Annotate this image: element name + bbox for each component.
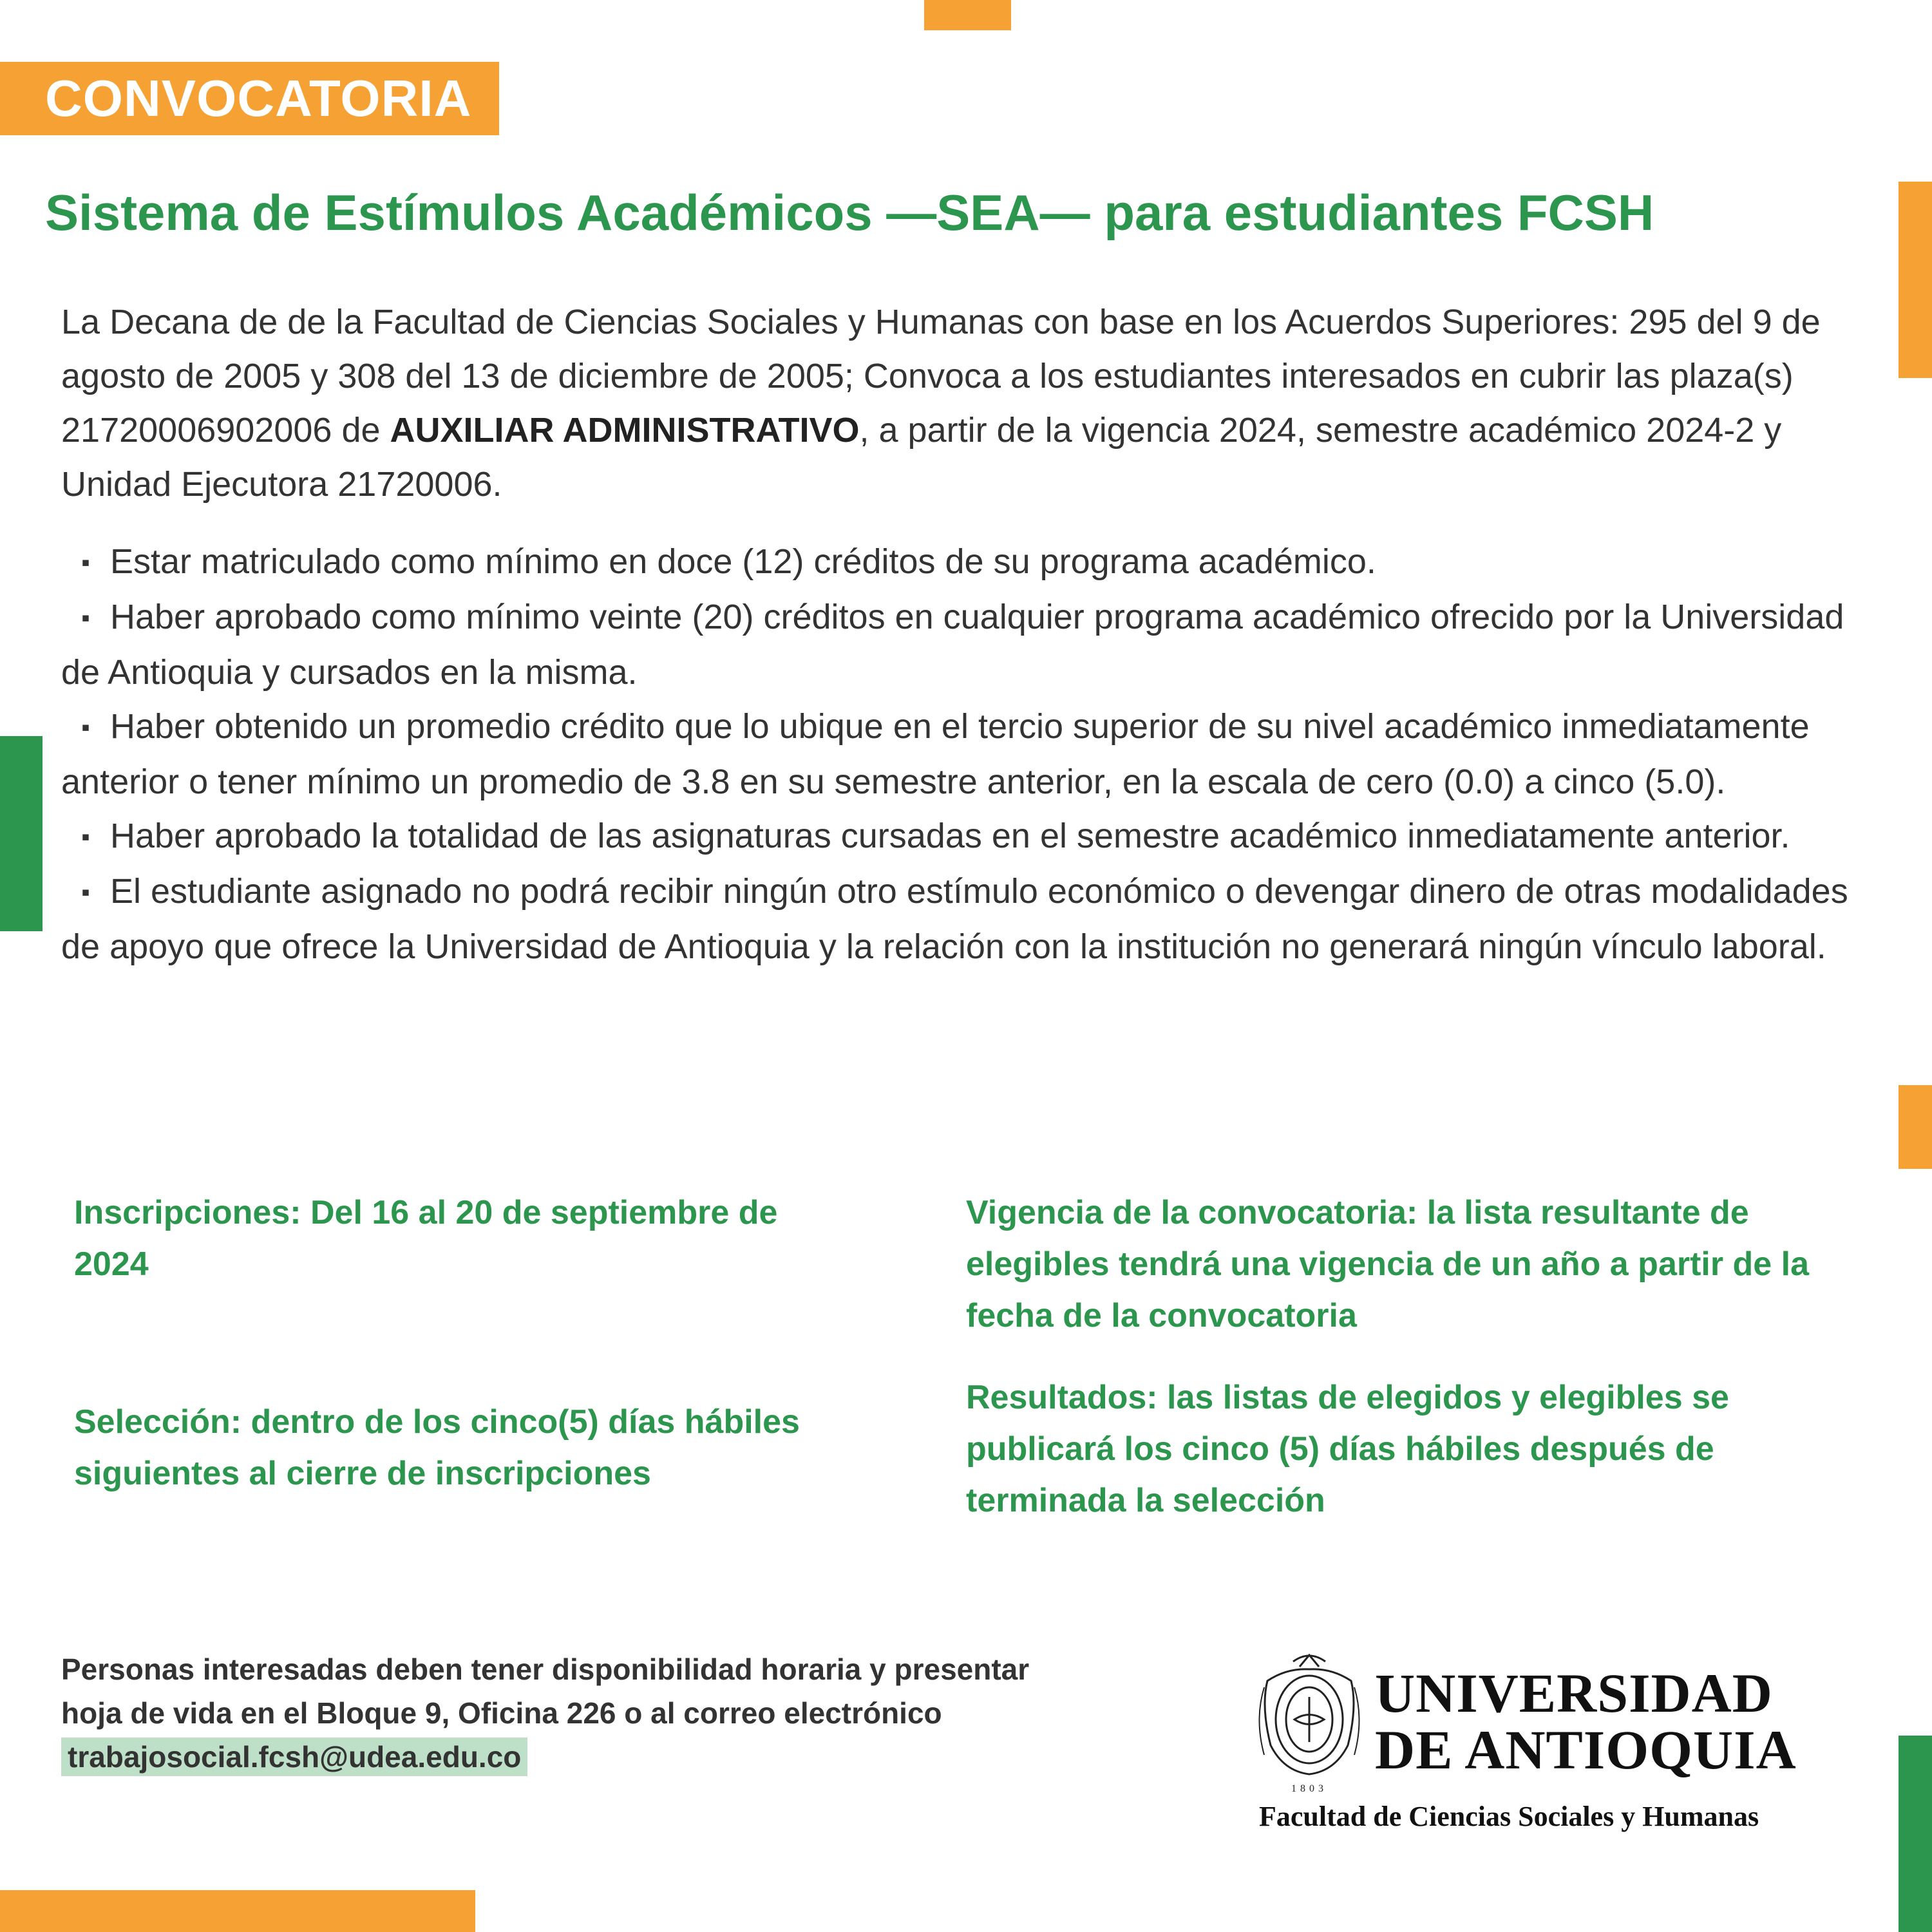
email-link[interactable]: trabajosocial.fcsh@udea.edu.co (61, 1738, 527, 1776)
top-accent-bar (924, 0, 1011, 30)
bullet-square-icon: ▪ (81, 605, 90, 632)
bottom-accent-bar (0, 1890, 475, 1932)
right-accent-bar-middle (1899, 1085, 1932, 1169)
intro-text-end: , a partir de la vigencia 2024, semestre académico 2024-2 y Unidad Ejecutora 21720006. (61, 411, 1782, 504)
page-title: Sistema de Estímulos Académicos —SEA— para estudiantes FCSH (45, 184, 1654, 241)
university-name-line1: UNIVERSIDAD (1375, 1662, 1773, 1724)
bullet-square-icon: ▪ (81, 714, 90, 741)
list-item (61, 535, 1890, 590)
seleccion-info: Selección: dentro de los cinco(5) días hábiles siguientes al cierre de inscripciones (74, 1403, 800, 1492)
inscripciones-info: Inscripciones: Del 16 al 20 de septiembre de 2024 (74, 1194, 778, 1283)
intro-text: La Decana de de la Facultad de Ciencias Sociales y Humanas con base en los Acuerdos Superiores: 295 del 9 de agosto de 2005 y 308 del 13 de diciembre de 2005; Convoca a los estudiantes interesados en cubrir las plaza(s) 21720006902006 de (61, 303, 1821, 450)
list-item (61, 809, 1890, 864)
list-item (61, 699, 1890, 809)
requirement-text: Haber aprobado como mínimo veinte (20) créditos en cualquier programa académico ofrecido por la Universidad de Antioquia y cursados en la misma. (61, 598, 1844, 692)
convocatoria-tag: CONVOCATORIA (0, 62, 499, 135)
contact-info (61, 1647, 1040, 1779)
requirement-text: El estudiante asignado no podrá recibir ningún otro estímulo económico o devengar dinero de otras modalidades de apoyo que ofrece la Universidad de Antioquia y la relación con la institución no generará ningún vínculo laboral. (61, 872, 1848, 966)
bullet-square-icon: ▪ (81, 824, 90, 851)
bullet-square-icon: ▪ (81, 879, 90, 906)
left-accent-bar (0, 736, 43, 931)
requirements-list (61, 535, 1890, 974)
intro-paragraph (61, 295, 1890, 511)
university-name-line2: DE ANTIOQUIA (1375, 1719, 1797, 1781)
right-accent-bar-top (1899, 182, 1932, 378)
faculty-name: Facultad de Ciencias Sociales y Humanas (1259, 1801, 1759, 1832)
list-item (61, 864, 1890, 974)
bullet-square-icon: ▪ (81, 549, 90, 576)
contact-text: Personas interesadas deben tener disponibilidad horaria y presentar hoja de vida en el Bloque 9, Oficina 226 o al correo electrónico (61, 1653, 1030, 1730)
university-name (1375, 1662, 1797, 1781)
requirement-text: Haber aprobado la totalidad de las asignaturas cursadas en el semestre académico inmediatamente anterior. (110, 817, 1790, 855)
university-seal-icon (1255, 1649, 1364, 1797)
seal-year: 1803 (1291, 1783, 1327, 1794)
vigencia-info: Vigencia de la convocatoria: la lista resultante de elegibles tendrá una vigencia de un año a partir de la fecha de la convocatoria (966, 1194, 1810, 1334)
list-item (61, 590, 1890, 699)
requirement-text: Estar matriculado como mínimo en doce (12) créditos de su programa académico. (110, 542, 1376, 581)
resultados-info: Resultados: las listas de elegidos y elegibles se publicará los cinco (5) días hábiles después de terminada la selección (966, 1379, 1729, 1519)
requirement-text: Haber obtenido un promedio crédito que lo ubique en el tercio superior de su nivel académico inmediatamente anterior o tener mínimo un promedio de 3.8 en su semestre anterior, en la escala de cero (0.0) a cinco (5.0). (61, 707, 1810, 801)
position-name: AUXILIAR ADMINISTRATIVO (390, 411, 860, 450)
right-accent-bar-bottom (1899, 1736, 1932, 1932)
